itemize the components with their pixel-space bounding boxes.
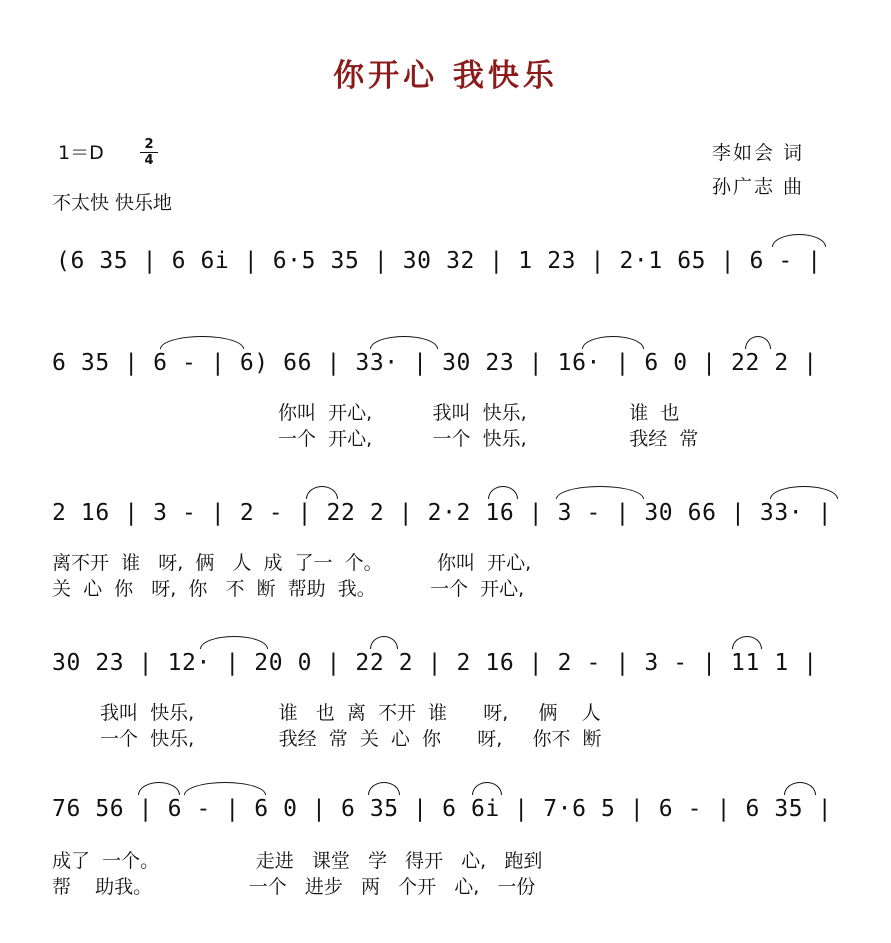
slur-mark [160,336,244,349]
slur-mark [200,636,268,649]
notation-line: 2 16 | 3 - | 2 - | 22 2 | 2·2 16 | 3 - | 30 66 | 33· | [52,500,833,526]
time-signature-top: 2 [144,137,154,152]
slur-mark [472,782,502,795]
slur-mark [582,336,644,349]
slur-mark [184,782,266,795]
slur-mark [770,486,838,499]
slur-mark [772,234,826,247]
slur-mark [306,486,338,499]
song-title: 你开心 我快乐 [333,58,558,94]
time-signature [140,138,158,167]
lyricist-credit: 李如会 词 [712,142,805,164]
key-signature: 1＝D [58,142,104,164]
slur-mark [745,336,771,349]
score-line-4 [0,650,891,690]
score-line-2 [0,350,891,390]
slur-mark [370,636,398,649]
notation-line: (6 35 | 6 6i | 6·5 35 | 30 32 | 1 23 | 2·1 65 | 6 - | [56,248,822,274]
notation-line: 76 56 | 6 - | 6 0 | 6 35 | 6 6i | 7·6 5 | 6 - | 6 35 | [52,796,833,822]
time-signature-bottom: 4 [144,153,154,168]
slur-mark [556,486,644,499]
slur-mark [370,336,438,349]
lyric-line-verse-1: 离不开 谁 呀, 俩 人 成 了一 个。 你叫 开心, [52,552,532,574]
lyric-line-verse-2: 帮 助我。 一个 进步 两 个开 心, 一份 [52,876,536,898]
slur-mark [784,782,816,795]
lyric-line-verse-2: 关 心 你 呀, 你 不 断 帮助 我。 一个 开心, [52,578,525,600]
composer-credit: 孙广志 曲 [712,176,805,198]
score-line-5 [0,796,891,836]
lyric-line-verse-1: 我叫 快乐, 谁 也 离 不开 谁 呀, 俩 人 [100,702,601,724]
lyric-line-verse-1: 你叫 开心, 我叫 快乐, 谁 也 [278,402,680,424]
score-line-3 [0,500,891,540]
slur-mark [732,636,762,649]
notation-line: 30 23 | 12· | 20 0 | 22 2 | 2 16 | 2 - | 3 - | 11 1 | [52,650,818,676]
notation-line: 6 35 | 6 - | 6) 66 | 33· | 30 23 | 16· | 6 0 | 22 2 | [52,350,818,376]
slur-mark [368,782,400,795]
lyric-line-verse-2: 一个 开心, 一个 快乐, 我经 常 [278,428,699,450]
lyric-line-verse-1: 成了 一个。 走进 课堂 学 得开 心, 跑到 [52,850,543,872]
score-line-1 [0,248,891,288]
tempo-marking: 不太快 快乐地 [52,192,173,214]
slur-mark [138,782,180,795]
lyric-line-verse-2: 一个 快乐, 我经 常 关 心 你 呀, 你不 断 [100,728,602,750]
slur-mark [488,486,518,499]
